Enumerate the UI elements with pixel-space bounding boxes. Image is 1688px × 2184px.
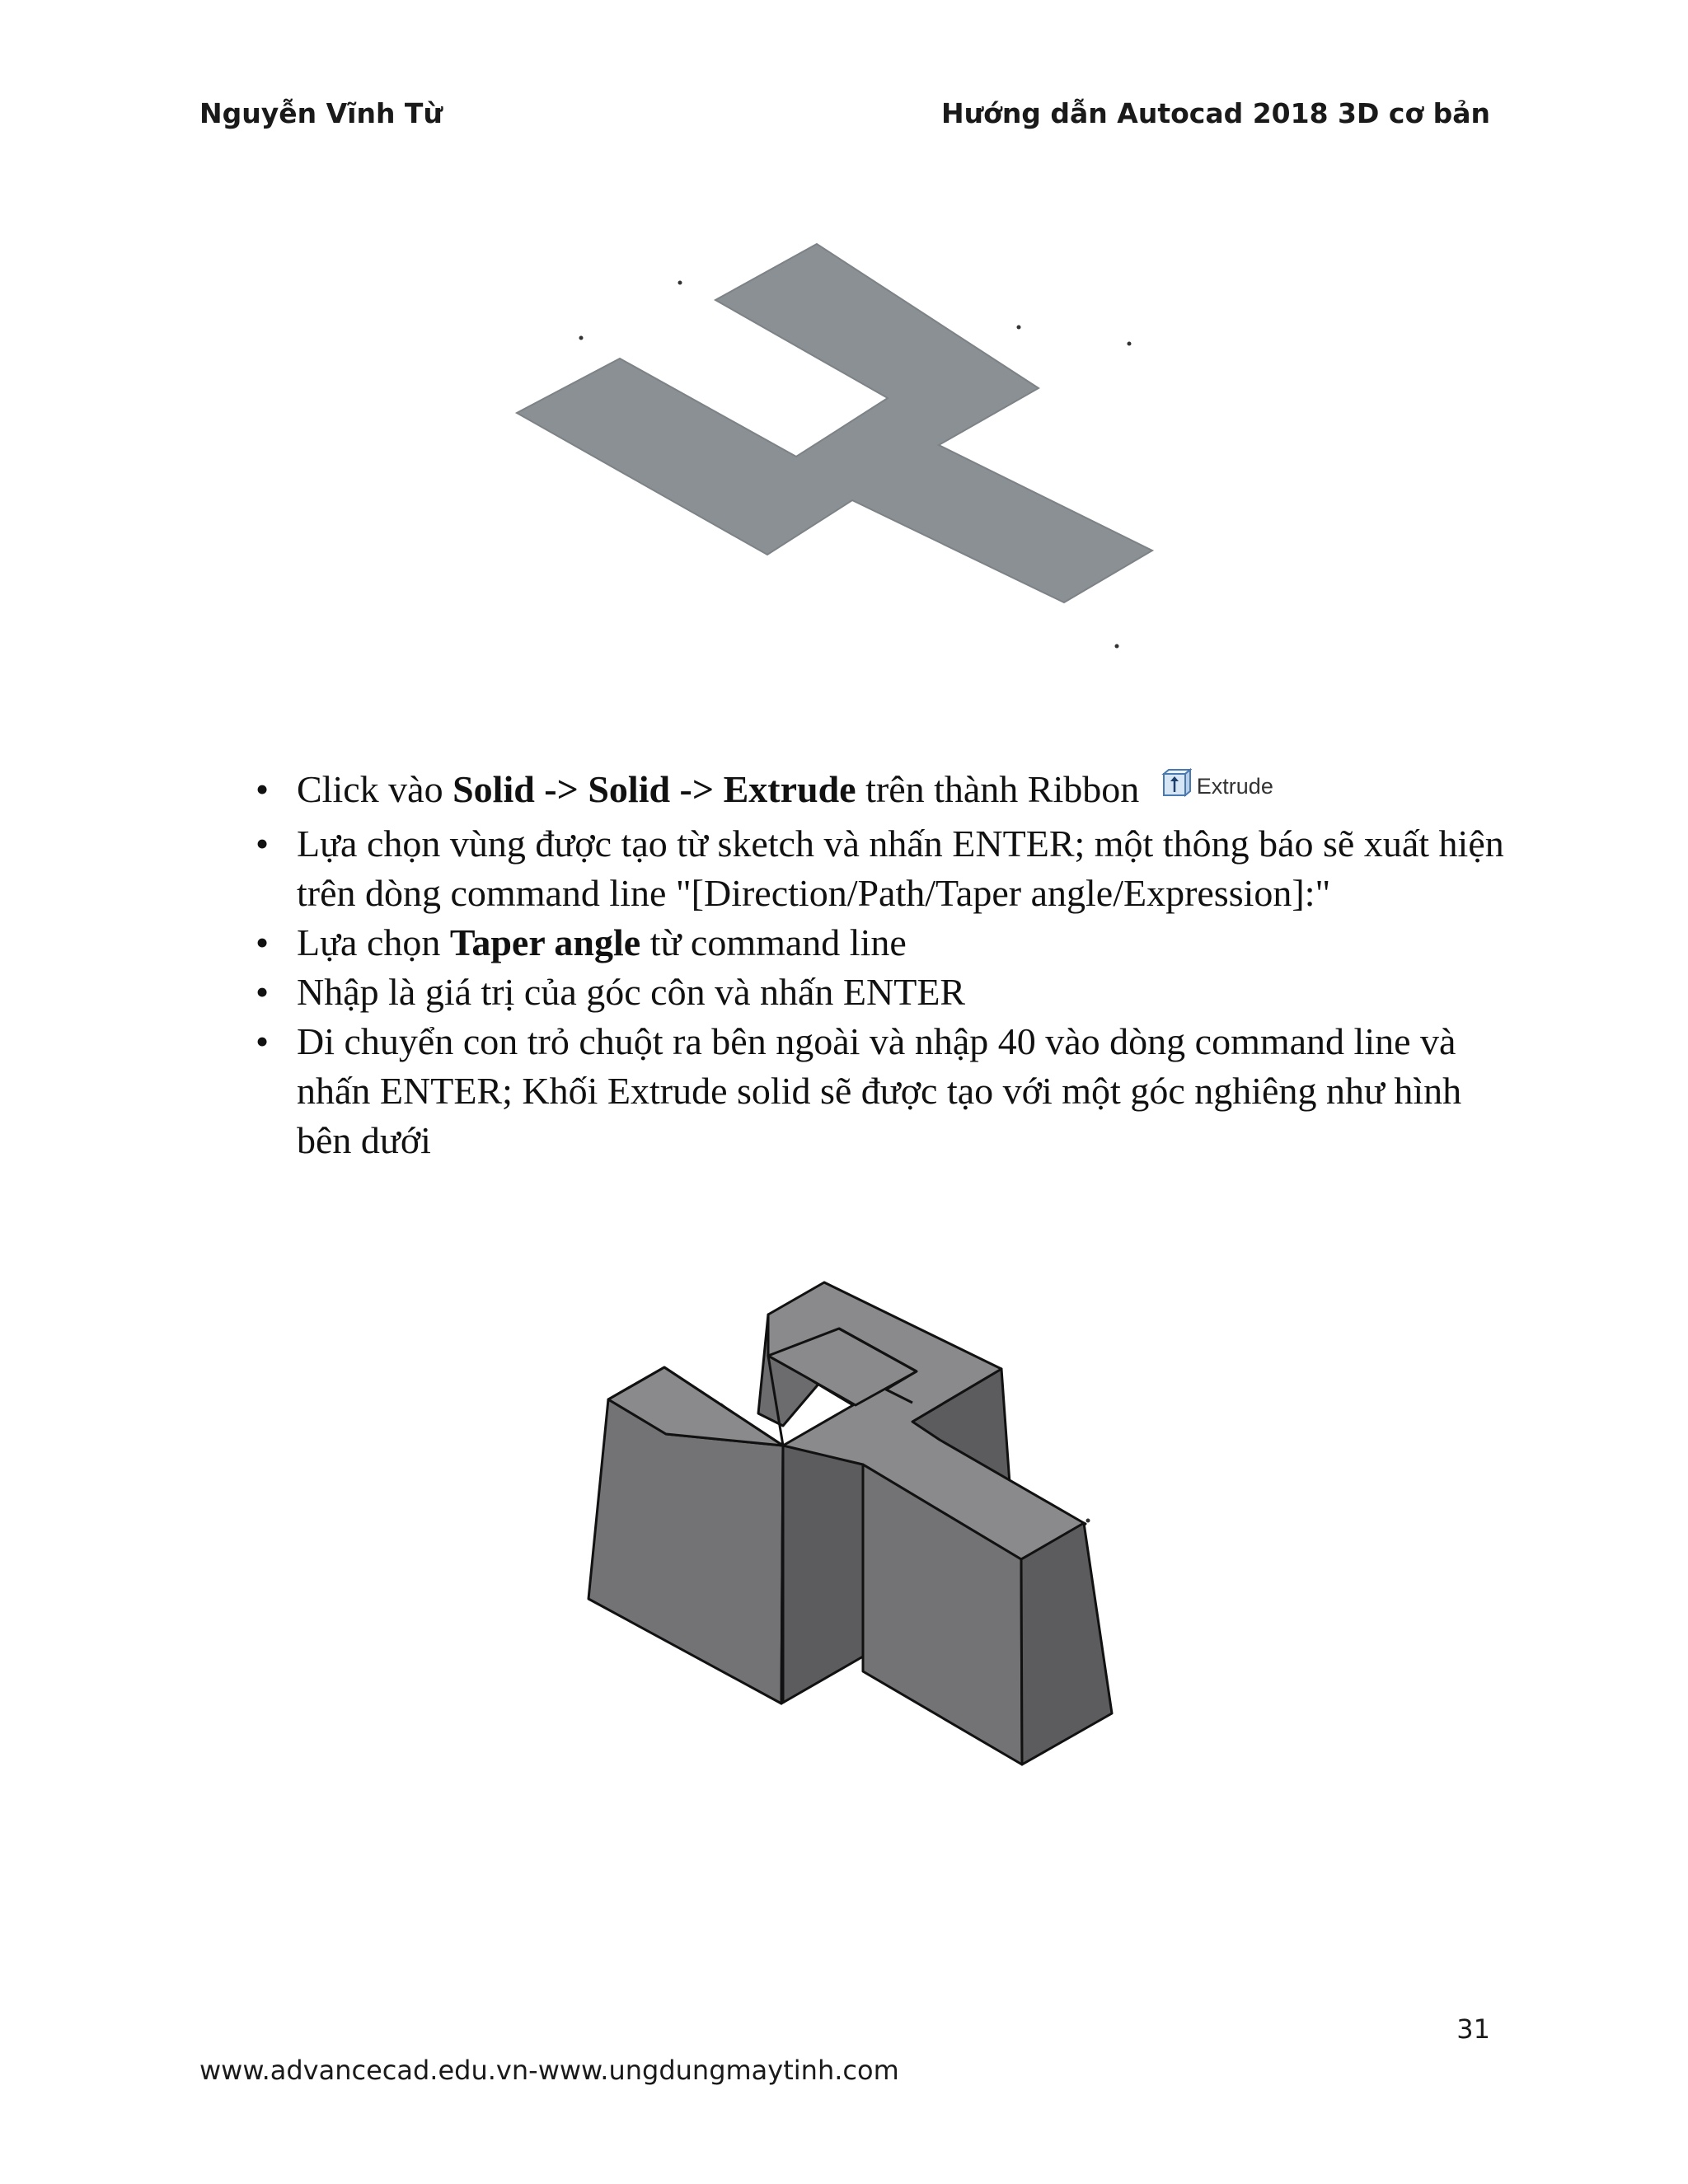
bullet-icon: • (255, 971, 270, 1013)
extrude-icon (1160, 767, 1192, 799)
list-item (246, 968, 1507, 1017)
instruction-list (246, 765, 1507, 1165)
list-item (246, 918, 1507, 968)
bullet-text: trên thành Ribbon (856, 768, 1140, 810)
list-item (246, 819, 1507, 918)
solid-left-front-face (588, 1399, 783, 1704)
bullet-icon: • (255, 768, 270, 810)
sketch-vertex-marker (579, 336, 584, 340)
extrude-button-label: Extrude (1196, 774, 1273, 799)
bullet-text-bold: Solid -> Solid -> Extrude (452, 768, 856, 810)
bullet-text: từ command line (640, 921, 907, 963)
solid-middle-side-face (781, 1446, 863, 1704)
sketch-vertex-marker (1128, 342, 1132, 346)
bullet-text-bold: Taper angle (449, 921, 641, 963)
bullet-icon: • (255, 823, 270, 865)
solid-vertex-marker (1086, 1519, 1090, 1523)
bullet-text: Lựa chọn vùng được tạo từ sketch và nhấn ENTER; một thông báo sẽ xuất hiện trên dòng command line "[Direction/Path/Taper angle/Expression]:" (297, 823, 1504, 914)
list-item (246, 765, 1507, 819)
sketch-vertex-marker (1017, 326, 1021, 330)
sketch-vertex-marker (1115, 644, 1119, 649)
bullet-text: Di chuyển con trỏ chuột ra bên ngoài và nhập 40 vào dòng command line và nhấn ENTER; Khối Extrude solid sẽ được tạo với một góc nghiêng như hình bên dưới (297, 1020, 1462, 1161)
extrude-ribbon-button (1160, 762, 1273, 816)
sketch-vertex-marker (678, 281, 682, 285)
list-item (246, 1017, 1507, 1165)
bullet-text: Nhập là giá trị của góc côn và nhấn ENTER (297, 971, 966, 1013)
bullet-icon: • (255, 1020, 270, 1062)
header-author: Nguyễn Vĩnh Từ (199, 97, 443, 129)
page-number: 31 (1456, 2013, 1490, 2045)
bullet-icon: • (255, 921, 270, 963)
sketch-region-shape (517, 244, 1152, 602)
sketch-region-figure (495, 223, 1236, 684)
extruded-solid-figure (511, 1236, 1203, 1780)
solid-right-end-face (1021, 1523, 1112, 1765)
bullet-text: Click vào (297, 768, 453, 810)
header-title: Hướng dẫn Autocad 2018 3D cơ bản (941, 97, 1490, 129)
bullet-text: Lựa chọn (297, 921, 450, 963)
footer-url: www.advancecad.edu.vn-www.ungdungmaytinh.com (199, 2055, 899, 2086)
